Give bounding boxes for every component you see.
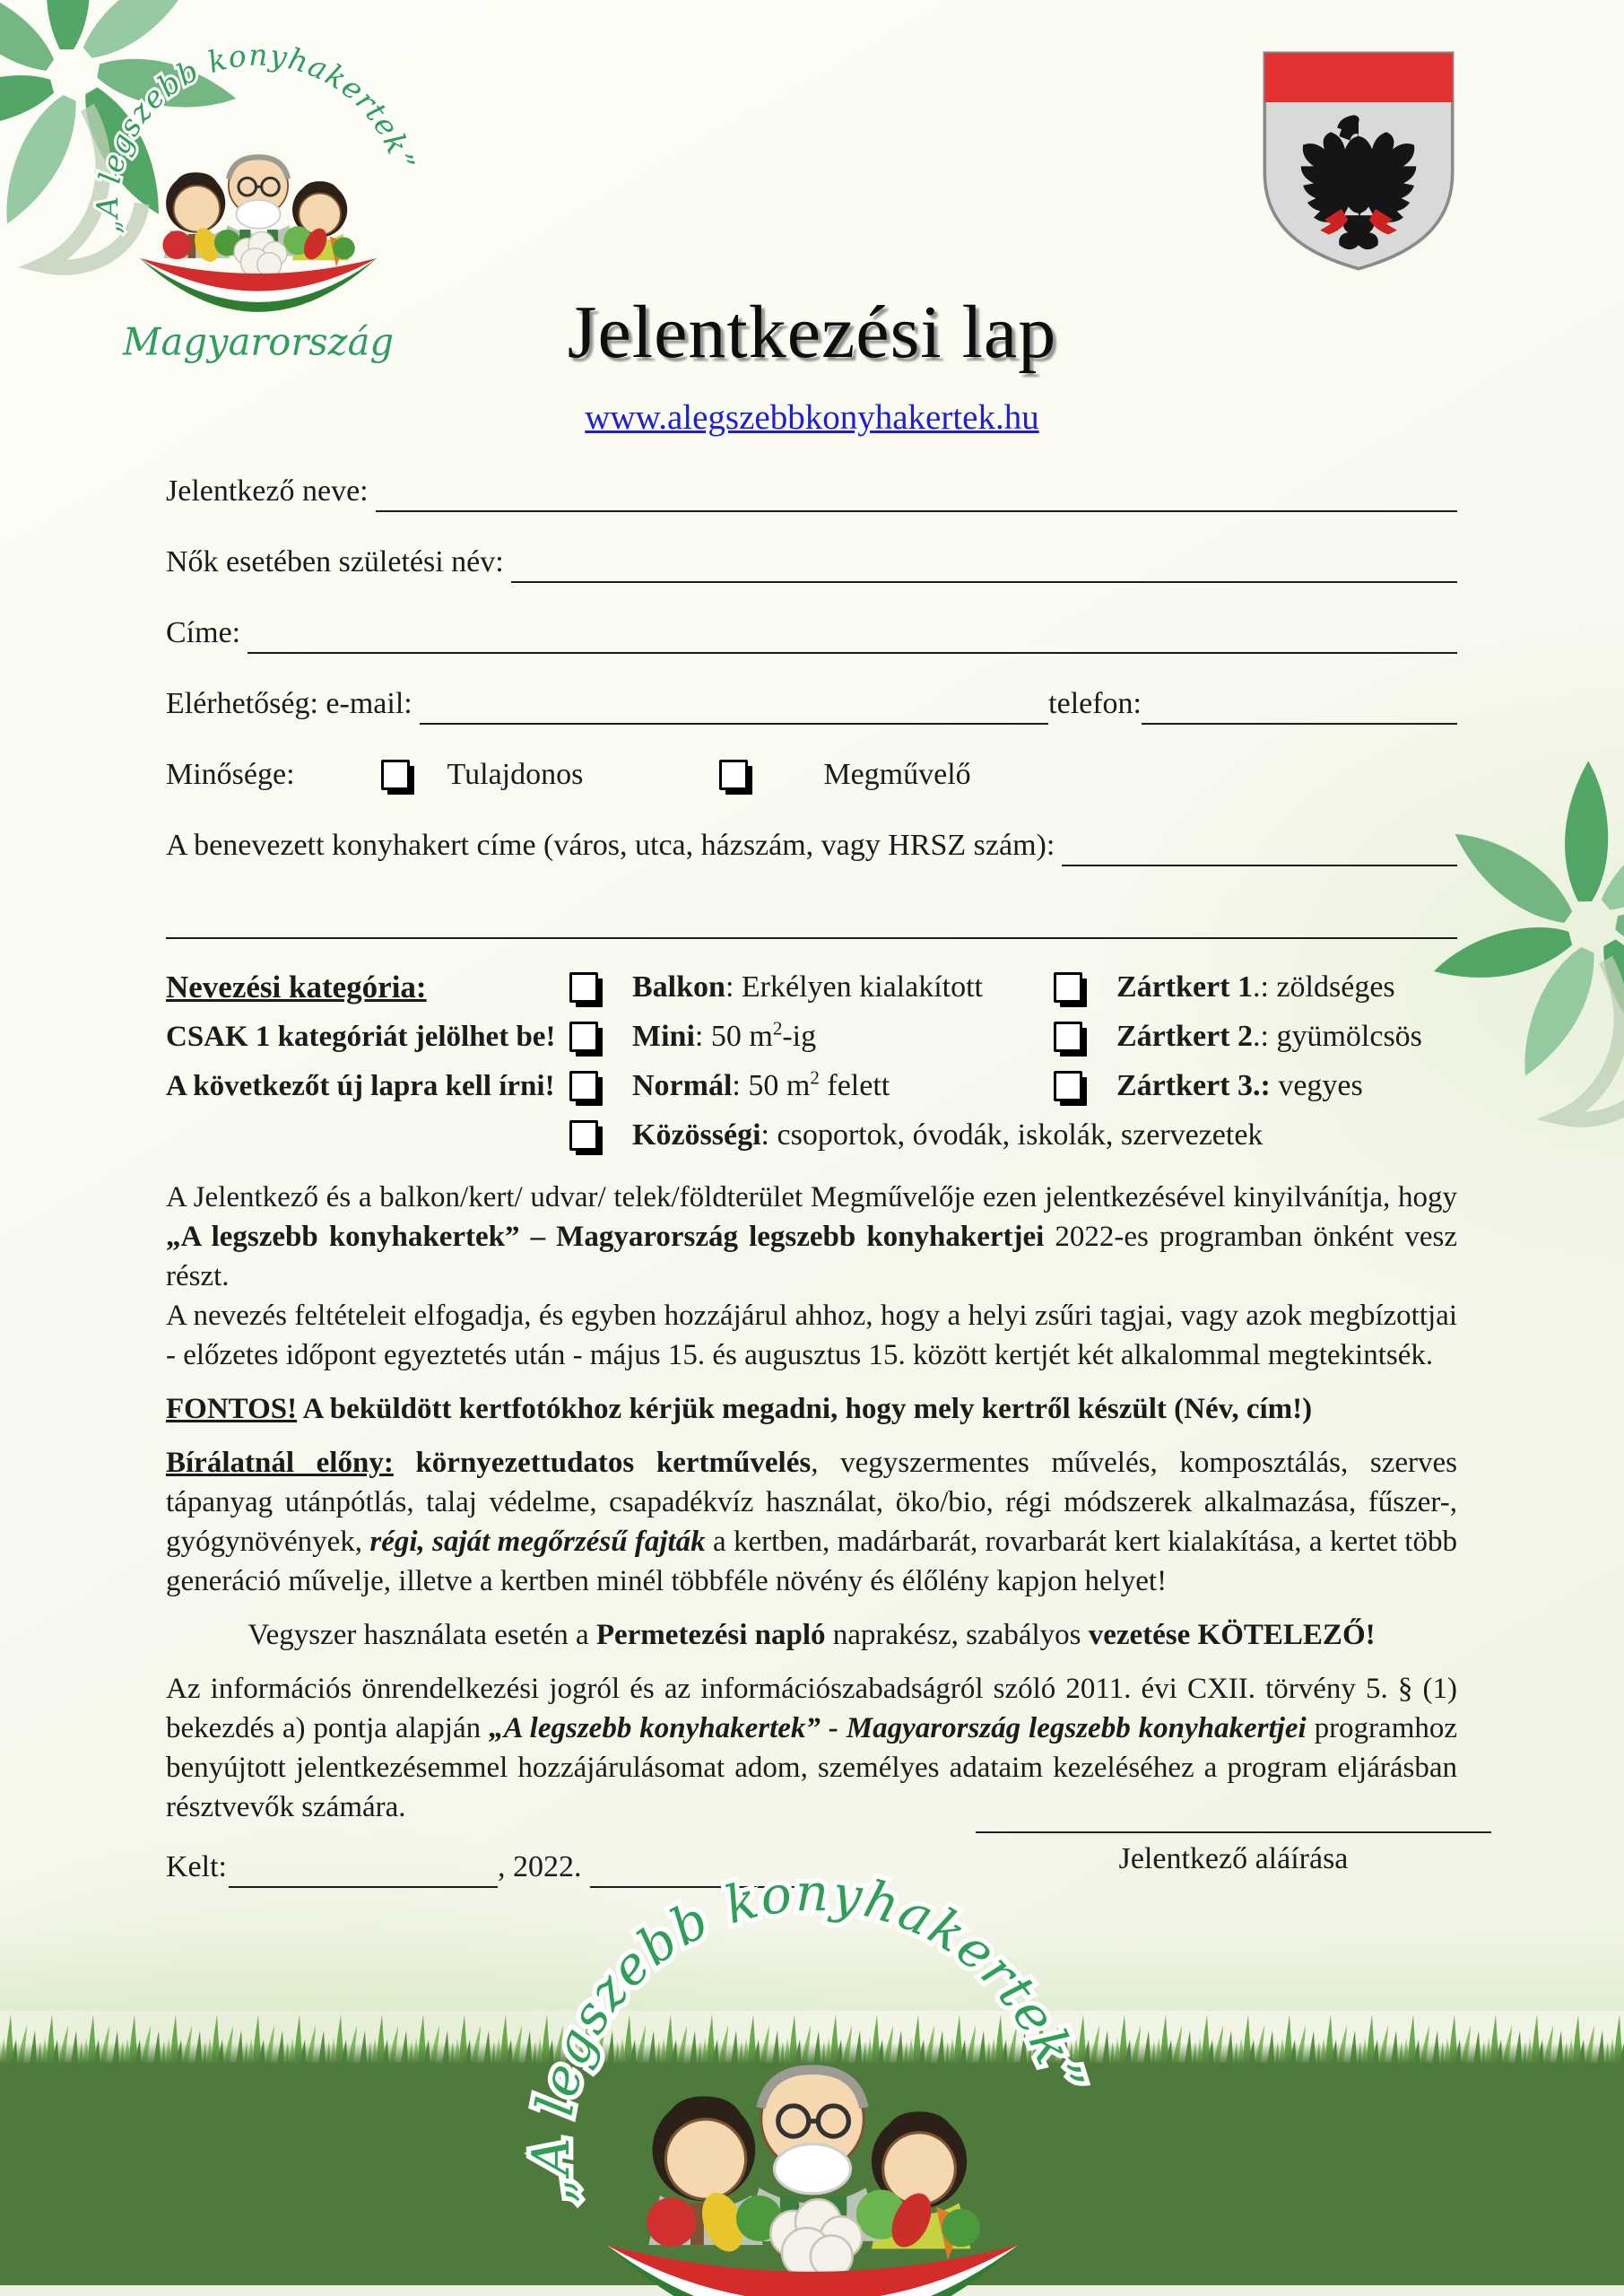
quality-label: Minősége: [166,758,295,791]
page-title: Jelentkezési lap [567,291,1057,374]
option-balkon [569,962,1054,1012]
website-link[interactable]: www.alegszebbkonyhakertek.hu [585,398,1039,437]
mini-label: Mini: 50 $m^2-ig$ [632,1017,817,1053]
garden-address-label: A benevezett konyhakert címe (város, utca, házszám, vagy HRSZ szám): [166,829,1055,862]
balkon-label: Balkon: Erkélyen kialakított [632,970,983,1004]
field-row-contact [166,683,1457,725]
kelt-label: Kelt: [166,1850,227,1883]
program-logo-bottom [508,1840,1117,2296]
field-row-applicant-name [166,471,1457,512]
terms-section [166,1178,1457,1827]
paragraph-declaration: A Jelentkező és a balkon/kert/ udvar/ telek/földterület Megművelője ezen jelentkezésével kinyilvánítja, hogy „A legszebb konyhakertek” – Magyarország legszebb konyhakertjei 2022-es programban önként vesz részt. [166,1181,1458,1292]
option-zartkert-2 [1054,1012,1457,1061]
kozossegi-label: Közösségi: csoportok, óvodák, iskolák, szervezetek [632,1118,1264,1152]
zartkert3-label: Zártkert 3.: vegyes [1116,1068,1363,1102]
birth-name-label: Nők esetében születési név: [166,545,504,578]
paragraph-conditions: A nevezés feltételeit elfogadja, és egyben hozzájárul ahhoz, hogy a helyi zsűri tagjai, vagy azok megbízottjai - előzetes időpont egyeztetés után - május 15. és augusztus 15. között kertjét két alkalommal megtekintsék. [166,1300,1457,1371]
zartkert1-label: Zártkert 1.: zöldséges [1116,970,1395,1004]
applicant-name-label: Jelentkező neve: [166,474,369,508]
owner-option-label: Tulajdonos [447,758,584,791]
category-note-2: A következőt új lapra kell írni! [166,1069,555,1102]
place-blank[interactable] [229,1850,498,1888]
paragraph-fontos: FONTOS! A beküldött kertfotókhoz kérjük megadni, hogy mely kertről készült (Név, cím!) [166,1393,1313,1425]
option-mini [569,1012,1054,1061]
form-body [166,471,1457,1888]
option-normal [569,1061,1054,1110]
category-left-notes [166,962,569,1160]
option-zartkert-3 [1054,1061,1457,1110]
field-row-garden-address [166,825,1457,866]
email-blank[interactable] [420,687,1048,725]
category-right-options [1054,962,1457,1160]
field-row-quality [166,754,1457,796]
garden-address-blank-1[interactable] [1062,829,1457,866]
garden-address-blank-2[interactable] [166,896,1457,939]
field-row-address [166,613,1457,654]
field-row-birth-name [166,542,1457,583]
email-label: Elérhetőség: e-mail: [166,687,413,720]
paragraph-privacy: Az információs önrendelkezési jogról és az információszabadságról szóló 2011. évi CXII. törvény 5. § (1) bekezdés a) pontja alapján „A legszebb konyhakertek” - Magyarország legszebb konyhakertjei programhoz benyújtott jelentkezésemmel hozzájárulásomat adom, személyes adataim kezeléséhez a program eljárásban résztvevők számára. [166,1673,1458,1823]
option-zartkert-1 [1054,962,1457,1012]
coat-of-arms [1252,47,1465,276]
applicant-name-blank[interactable] [376,474,1457,512]
zartkert1-checkbox[interactable] [1054,972,1082,1003]
balkon-checkbox[interactable] [569,972,598,1003]
paragraph-biralat: Bírálatnál előny: környezettudatos kertművelés, vegyszermentes művelés, komposztálás, szerves tápanyag utánpótlás, talaj védelme, csapadékvíz használat, öko/bio, régi módszerek alkalmazása, fűszer-, gyógynövények, régi, saját megőrzésű fajták a kertben, madárbarát, rovarbarát kert kialakítása, a kertet több generáció művelje, illetve a kertben minél többféle növény és élőlény kapjon helyet! [166,1447,1457,1597]
address-label: Címe: [166,616,241,649]
year-text: , 2022. [497,1850,582,1883]
mini-checkbox[interactable] [569,1022,598,1052]
category-note-1: CSAK 1 kategóriát jelölhet be! [166,1020,556,1053]
category-heading: Nevezési kategória: [166,969,427,1004]
normal-label: Normál: 50 $m^2$ felett [632,1066,890,1102]
phone-label: telefon: [1048,687,1142,720]
shield-red-band [1264,53,1452,102]
zartkert2-label: Zártkert 2.: gyümölcsös [1116,1019,1422,1053]
cultivator-checkbox[interactable] [719,760,748,790]
zartkert3-checkbox[interactable] [1054,1071,1082,1101]
signature-label: Jelentkező aláírása [1118,1842,1349,1875]
option-kozossegi [569,1110,1264,1160]
paragraph-vegyszer: Vegyszer használata esetén a Permetezési napló naprakész, szabályos vezetése KÖTELEZŐ! [248,1619,1376,1651]
birth-name-blank[interactable] [511,545,1457,583]
cultivator-option-label: Megművelő [823,758,971,791]
signature-line[interactable] [976,1792,1491,1833]
kozossegi-checkbox[interactable] [569,1120,598,1151]
address-blank[interactable] [248,616,1457,654]
owner-checkbox[interactable] [381,760,410,790]
zartkert2-checkbox[interactable] [1054,1022,1082,1052]
phone-blank[interactable] [1142,687,1457,725]
normal-checkbox[interactable] [569,1071,598,1101]
category-section [166,962,1457,1160]
